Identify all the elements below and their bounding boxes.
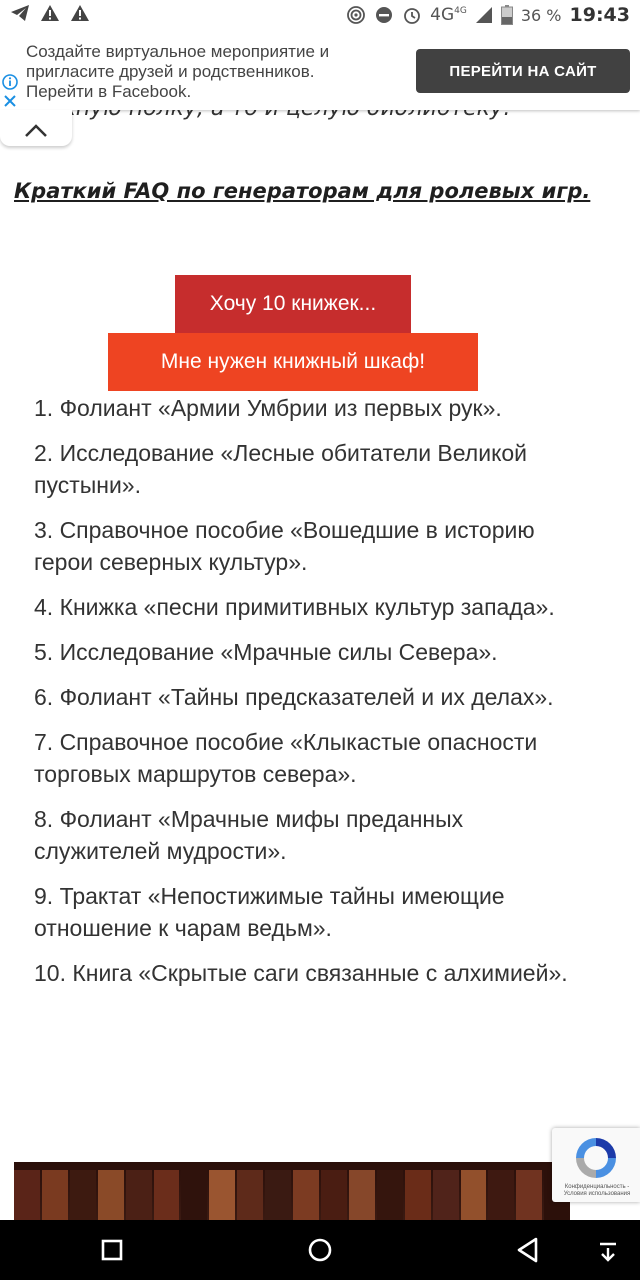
keyboard-hide-icon[interactable]	[592, 1234, 624, 1266]
telegram-icon	[10, 4, 30, 22]
network-type: 4G	[430, 5, 455, 25]
bookshelf-button[interactable]: Мне нужен книжный шкаф!	[108, 333, 478, 391]
alarm-icon	[402, 5, 422, 25]
recaptcha-badge[interactable]	[552, 1128, 640, 1202]
do-not-disturb-icon	[374, 5, 394, 25]
home-icon[interactable]	[304, 1234, 336, 1266]
navigation-bar	[0, 1220, 640, 1280]
ad-cta-button[interactable]: ПЕРЕЙТИ НА САЙТ	[416, 49, 630, 93]
book-item: 4. Книжка «песни примитивных культур запада».	[34, 594, 555, 620]
warning-icon	[70, 4, 90, 22]
close-icon[interactable]	[3, 94, 17, 108]
book-item: 8. Фолиант «Мрачные мифы преданных служителей мудрости».	[34, 806, 464, 864]
recaptcha-fine-print[interactable]: Конфиденциальность - Условия использования	[563, 1184, 631, 1197]
clock: 19:43	[569, 4, 630, 26]
hotspot-icon	[346, 5, 366, 25]
warning-icon	[40, 4, 60, 22]
library-image	[14, 1162, 570, 1222]
ad-collapse-toggle[interactable]	[0, 110, 72, 146]
book-item: 6. Фолиант «Тайны предсказателей и их делах».	[34, 684, 554, 710]
info-icon[interactable]	[2, 74, 18, 90]
book-list	[34, 392, 574, 1002]
book-item: 3. Справочное пособие «Вошедшие в историю герои северных культур».	[34, 517, 535, 575]
ten-books-button[interactable]: Хочу 10 книжек...	[175, 275, 411, 333]
book-item: 10. Книга «Скрытые саги связанные с алхимией».	[34, 960, 568, 986]
recaptcha-icon	[572, 1134, 620, 1182]
signal-icon	[475, 6, 493, 24]
network-type-super: 4G	[454, 6, 467, 16]
battery-percent: 36 %	[520, 5, 562, 25]
ad-text[interactable]: Создайте виртуальное мероприятие и пригласите друзей и родственников. Перейти в Facebook.	[26, 42, 330, 101]
chevron-up-icon	[0, 110, 72, 146]
ad-banner[interactable]	[0, 32, 640, 110]
book-item: 9. Трактат «Непостижимые тайны имеющие отношение к чарам ведьм».	[34, 883, 505, 941]
book-item: 2. Исследование «Лесные обитатели Великой пустыни».	[34, 440, 528, 498]
status-bar	[0, 0, 640, 32]
battery-icon	[501, 5, 513, 25]
book-item: 5. Исследование «Мрачные силы Севера».	[34, 639, 498, 665]
back-icon[interactable]	[512, 1234, 544, 1266]
book-item: 1. Фолиант «Армии Умбрии из первых рук».	[34, 395, 502, 421]
recent-apps-icon[interactable]	[96, 1234, 128, 1266]
book-item: 7. Справочное пособие «Клыкастые опасности торговых маршрутов севера».	[34, 729, 538, 787]
faq-link[interactable]: Краткий FAQ по генераторам для ролевых игр.	[14, 179, 591, 203]
